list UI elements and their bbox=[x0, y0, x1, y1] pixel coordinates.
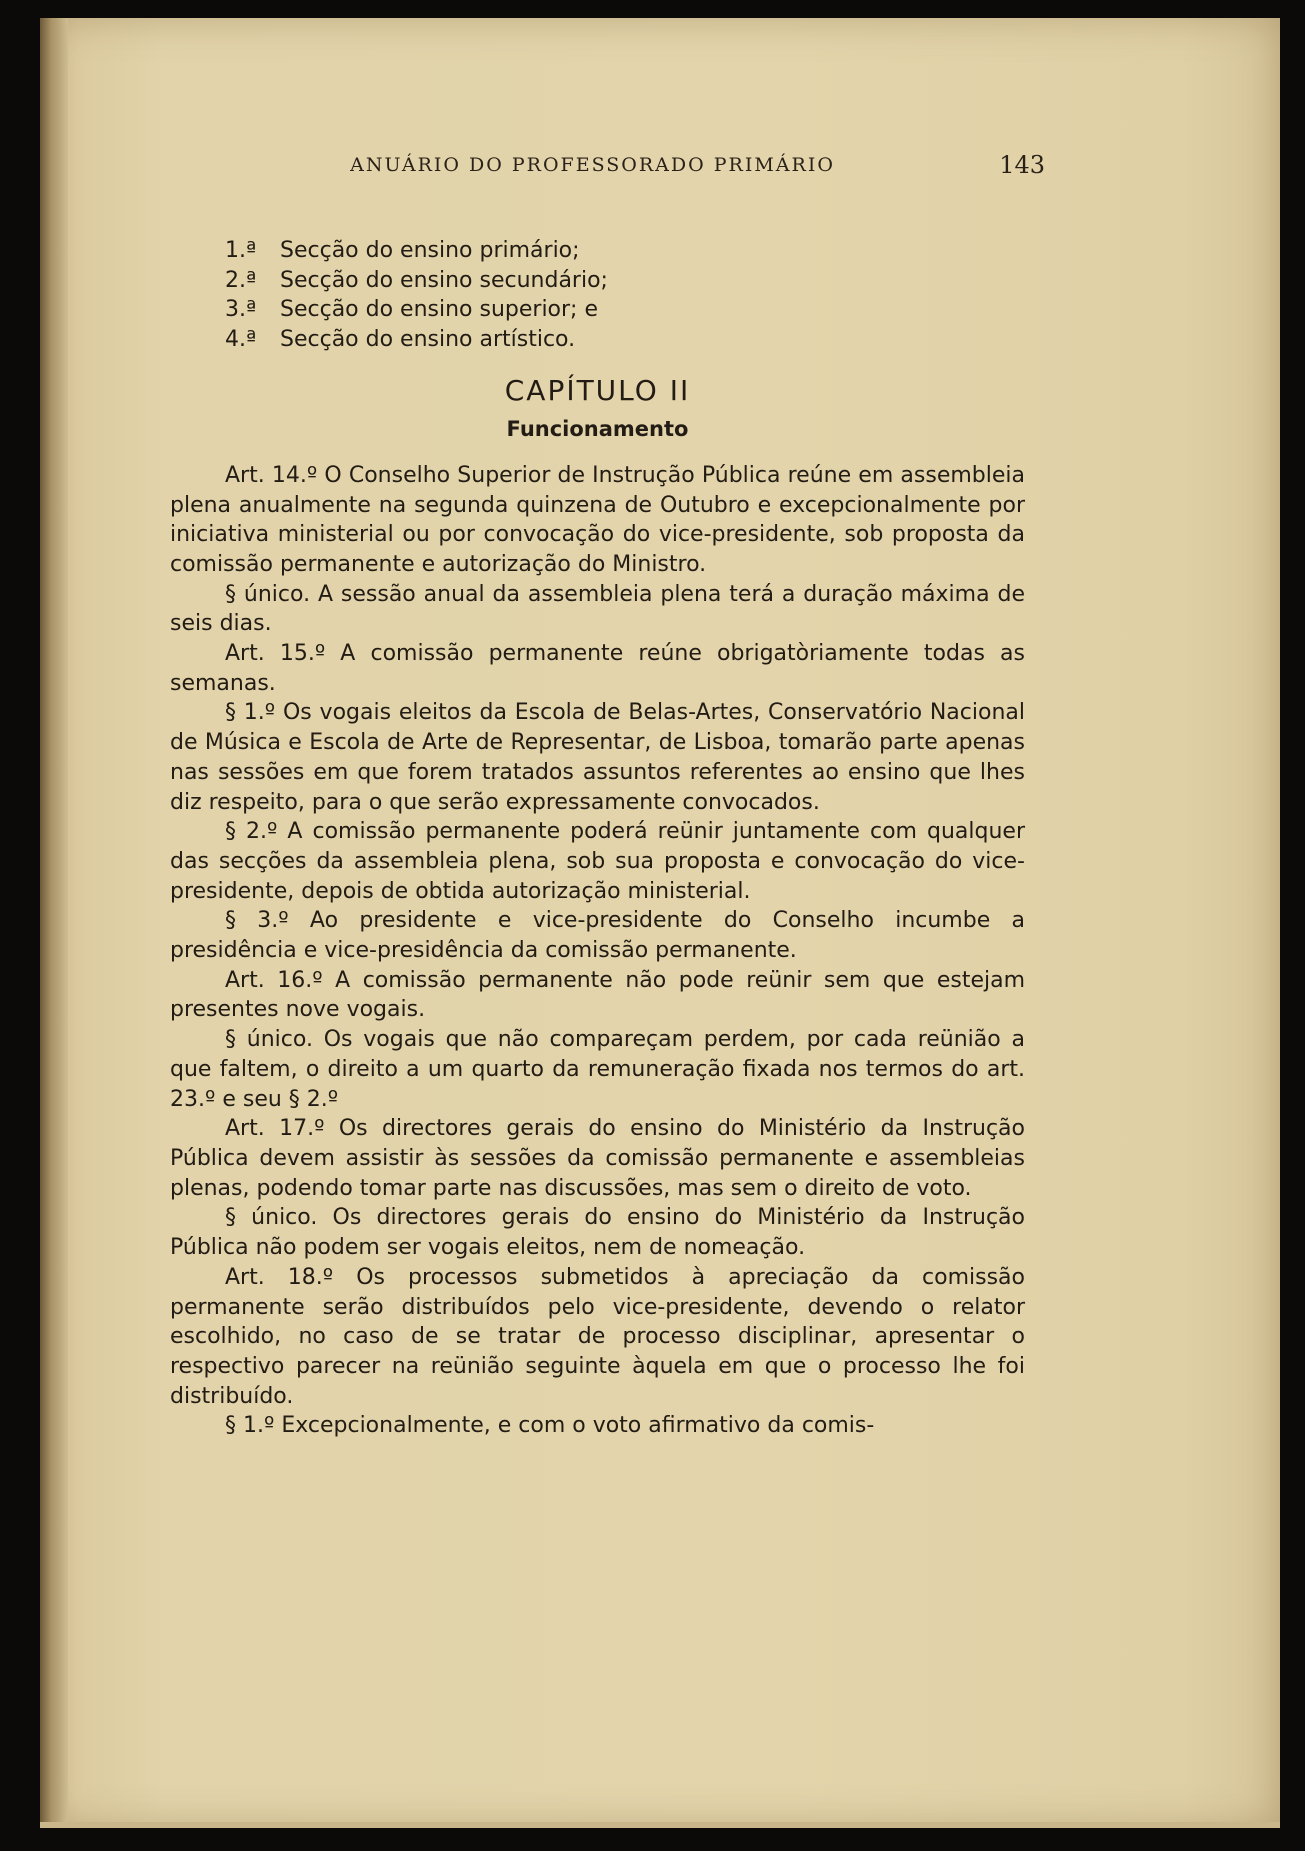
section-list-item bbox=[225, 295, 1025, 325]
section-number: 3.ª bbox=[225, 297, 257, 323]
section-number: 4.ª bbox=[225, 327, 257, 353]
section-list-item bbox=[225, 236, 1025, 266]
chapter-subtitle: Funcionamento bbox=[506, 416, 689, 441]
section-number: 1.ª bbox=[225, 238, 257, 263]
paragraph-art-16: Art. 16.º A comissão permanente não pode reünir sem que estejam presentes nove vogais. bbox=[170, 967, 1025, 1023]
paragraph-art-15-p3: § 3.º Ao presidente e vice-presidente do Conselho incumbe a presidência e vice-presidência da comissão permanente. bbox=[170, 908, 1025, 964]
paragraph-art-14: Art. 14.º O Conselho Superior de Instrução Pública reúne em assembleia plena anualmente na segunda quinzena de Outubro e excepcionalmente por iniciativa ministerial ou por convocação do vice-presidente, sob proposta da comissão permanente e autorização do Ministro. bbox=[170, 462, 1025, 577]
paragraph-art-17: Art. 17.º Os directores gerais do ensino do Ministério da Instrução Pública devem assistir às sessões da comissão permanente e assembleias plenas, podendo tomar parte nas discussões, mas sem o direito de voto. bbox=[170, 1116, 1025, 1201]
running-header-title: ANUÁRIO DO PROFESSORADO PRIMÁRIO bbox=[350, 154, 835, 176]
section-text: Secção do ensino primário; bbox=[280, 238, 580, 263]
section-list-item bbox=[225, 266, 1025, 296]
page-body bbox=[170, 236, 1025, 1441]
section-number: 2.ª bbox=[225, 267, 257, 293]
binding-gutter bbox=[40, 18, 68, 1828]
paragraph-art-15-p1: § 1.º Os vogais eleitos da Escola de Belas-Artes, Conservatório Nacional de Música e Escola de Arte de Representar, de Lisboa, tomarão parte apenas nas sessões em que forem tratados assuntos referentes ao ensino que lhes diz respeito, para o que serão expressamente convocados. bbox=[170, 700, 1025, 815]
paragraph-art-14-unico: § único. A sessão anual da assembleia plena terá a duração máxima de seis dias. bbox=[170, 581, 1025, 637]
section-text: Secção do ensino superior; e bbox=[280, 297, 599, 323]
paragraph-art-18-p1: § 1.º Excepcionalmente, e com o voto afirmativo da comis- bbox=[225, 1413, 875, 1439]
section-list-item bbox=[225, 325, 1025, 355]
page-bottom-edge bbox=[40, 1822, 1280, 1828]
chapter-title: CAPÍTULO II bbox=[504, 373, 691, 407]
paragraph-art-15-p2: § 2.º A comissão permanente poderá reünir juntamente com qualquer das secções da assembleia plena, sob sua proposta e convocação do vice-presidente, depois de obtida autorização ministerial. bbox=[170, 819, 1025, 904]
paragraph-art-15: Art. 15.º A comissão permanente reúne obrigatòriamente todas as semanas. bbox=[170, 641, 1025, 696]
page-number: 143 bbox=[999, 151, 1045, 179]
paragraph-art-18: Art. 18.º Os processos submetidos à apreciação da comissão permanente serão distribuídos pelo vice-presidente, devendo o relator escolhido, no caso de se tratar de processo disciplinar, apresentar o respectivo parecer na reünião seguinte àquela em que o processo lhe foi distribuído. bbox=[170, 1264, 1025, 1409]
paragraph-art-17-unico: § único. Os directores gerais do ensino do Ministério da Instrução Pública não podem ser vogais eleitos, nem de nomeação. bbox=[170, 1205, 1025, 1261]
running-header bbox=[140, 151, 1045, 184]
section-text: Secção do ensino artístico. bbox=[280, 327, 576, 353]
section-text: Secção do ensino secundário; bbox=[280, 267, 608, 293]
paragraph-art-16-unico: § único. Os vogais que não compareçam perdem, por cada reünião a que faltem, o direito a um quarto da remuneração fixada nos termos do art. 23.º e seu § 2.º bbox=[170, 1027, 1025, 1112]
